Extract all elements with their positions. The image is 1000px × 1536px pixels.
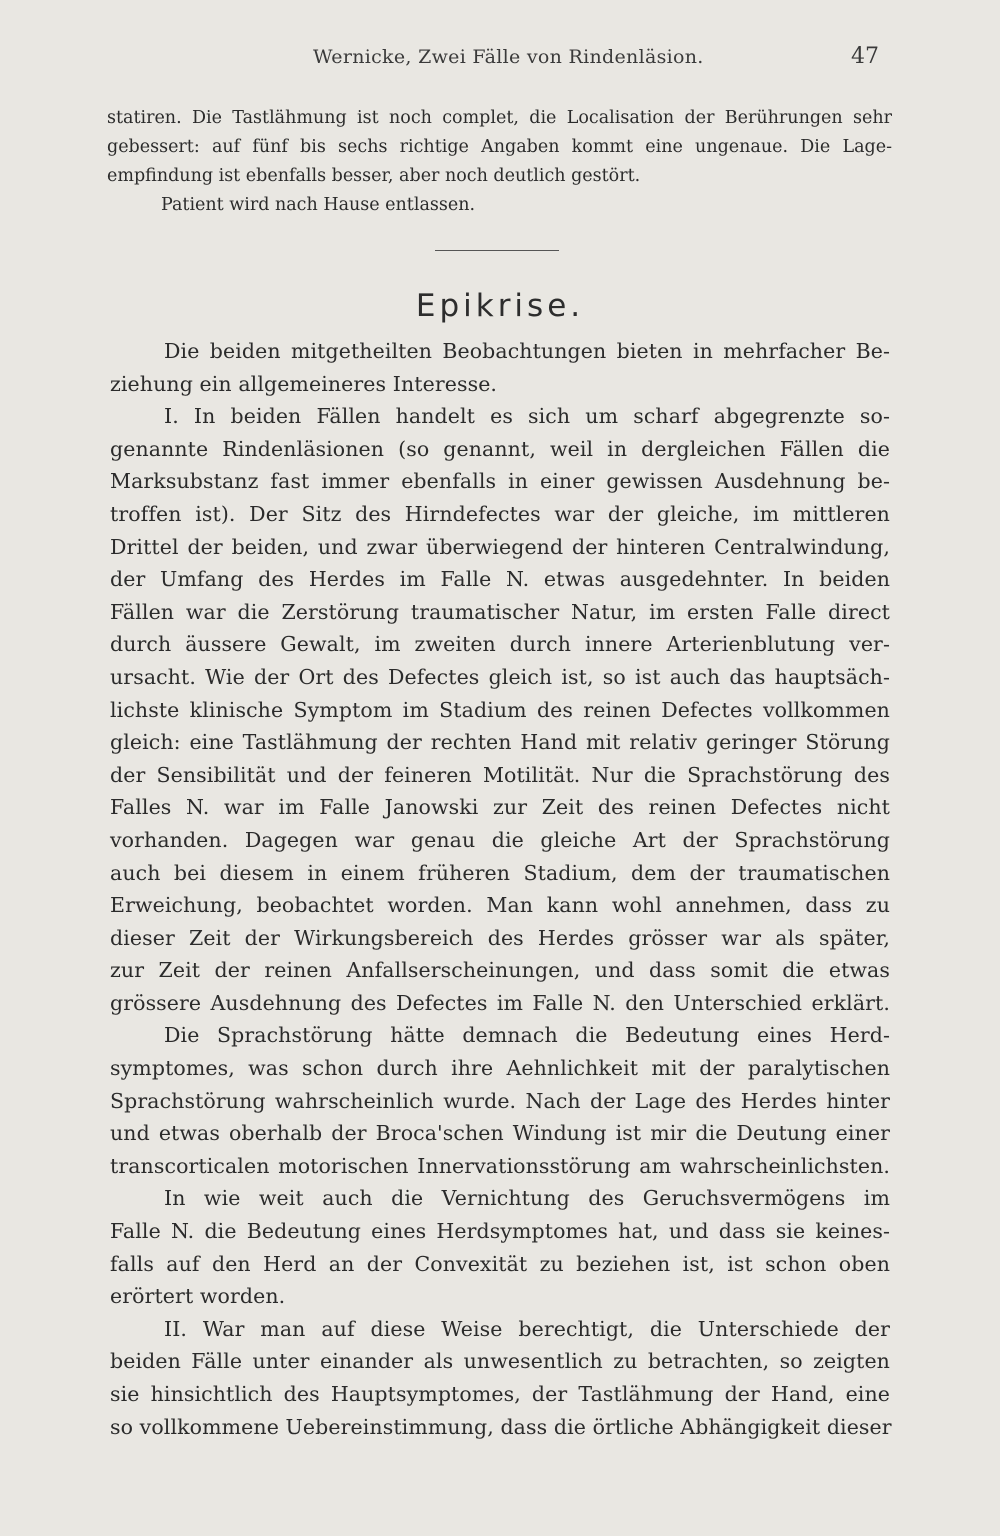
text-line: II. War man auf diese Weise berechtigt, die Unterschiede der bbox=[164, 1316, 890, 1341]
text-line: der Umfang des Herdes im Falle N. etwas ausgedehnter. In beiden bbox=[110, 567, 890, 592]
text-line: Die beiden mitgetheilten Beobachtungen bieten in mehrfacher Be- bbox=[164, 339, 890, 363]
text-line: falls auf den Herd an der Convexität zu beziehen ist, ist schon oben bbox=[110, 1251, 890, 1276]
text-line: ziehung ein allgemeineres Interesse. bbox=[110, 371, 498, 396]
text-line: troffen ist). Der Sitz des Hirndefectes war der gleiche, im mittleren bbox=[110, 501, 890, 526]
running-head bbox=[0, 46, 1000, 76]
text-line: transcorticalen motorischen Innervationsstörung am wahrscheinlichsten. bbox=[110, 1153, 890, 1178]
text-line: symptomes, was schon durch ihre Aehnlichkeit mit der paralytischen bbox=[110, 1056, 890, 1081]
case-conclusion-paragraph bbox=[107, 104, 892, 220]
text-line: der Sensibilität und der feineren Motilität. Nur die Sprachstörung des bbox=[110, 762, 890, 787]
text-line: Falle N. die Bedeutung eines Herdsymptomes hat, und dass sie keines- bbox=[110, 1219, 890, 1244]
text-line: Die Sprachstörung hätte demnach die Bedeutung eines Herd- bbox=[164, 1023, 890, 1048]
text-line: sie hinsichtlich des Hauptsymptomes, der Tastlähmung der Hand, eine bbox=[110, 1382, 890, 1406]
text-line: und etwas oberhalb der Broca'schen Windung ist mir die Deutung einer bbox=[110, 1121, 890, 1146]
running-title: Wernicke, Zwei Fälle von Rindenläsion. bbox=[313, 46, 704, 68]
text-line: I. In beiden Fällen handelt es sich um scharf abgegrenzte so- bbox=[164, 404, 890, 429]
text-line: erörtert worden. bbox=[110, 1284, 286, 1309]
page-number: 47 bbox=[851, 44, 879, 69]
section-heading: Epikrise. bbox=[415, 288, 585, 324]
text-line: lichste klinische Symptom im Stadium des reinen Defectes vollkommen bbox=[110, 697, 890, 722]
text-line: zur Zeit der reinen Anfallserscheinungen, und dass somit die etwas bbox=[110, 958, 890, 983]
text-line: gebessert: auf fünf bis sechs richtige Angaben kommt eine ungenaue. Die Lage- bbox=[107, 137, 892, 157]
text-line: statiren. Die Tastlähmung ist noch complet, die Localisation der Berührungen sehr bbox=[107, 108, 892, 128]
text-line: Fällen war die Zerstörung traumatischer Natur, im ersten Falle direct bbox=[110, 599, 890, 624]
epikrise-body bbox=[110, 335, 890, 1443]
text-line: Sprachstörung wahrscheinlich wurde. Nach der Lage des Herdes hinter bbox=[110, 1088, 890, 1113]
text-line: durch äussere Gewalt, im zweiten durch innere Arterienblutung ver- bbox=[110, 632, 890, 657]
text-line: dieser Zeit der Wirkungsbereich des Herdes grösser war als später, bbox=[110, 925, 890, 950]
text-line: so vollkommene Uebereinstimmung, dass die örtliche Abhängigkeit dieser bbox=[110, 1414, 892, 1439]
section-divider bbox=[435, 250, 559, 251]
text-line: auch bei diesem in einem früheren Stadium, dem der traumatischen bbox=[110, 860, 890, 885]
text-line: beiden Fälle unter einander als unwesentlich zu betrachten, so zeigten bbox=[110, 1349, 890, 1374]
text-line: Erweichung, beobachtet worden. Man kann wohl annehmen, dass zu bbox=[110, 893, 890, 918]
text-line: genannte Rindenläsionen (so genannt, weil in dergleichen Fällen die bbox=[110, 436, 890, 461]
text-line: Marksubstanz fast immer ebenfalls in einer gewissen Ausdehnung be- bbox=[110, 469, 890, 494]
text-line: Drittel der beiden, und zwar überwiegend der hinteren Centralwindung, bbox=[110, 534, 890, 559]
text-line: Patient wird nach Hause entlassen. bbox=[161, 195, 476, 215]
text-line: ursacht. Wie der Ort des Defectes gleich ist, so ist auch das hauptsäch- bbox=[110, 664, 890, 689]
text-line: gleich: eine Tastlähmung der rechten Hand mit relativ geringer Störung bbox=[110, 730, 890, 755]
text-line: Falles N. war im Falle Janowski zur Zeit des reinen Defectes nicht bbox=[110, 795, 890, 820]
text-line: In wie weit auch die Vernichtung des Geruchsvermögens im bbox=[164, 1186, 890, 1211]
text-line: empfindung ist ebenfalls besser, aber noch deutlich gestört. bbox=[107, 166, 641, 186]
text-line: vorhanden. Dagegen war genau die gleiche Art der Sprachstörung bbox=[110, 827, 890, 852]
text-line: grössere Ausdehnung des Defectes im Falle N. den Unterschied erklärt. bbox=[110, 990, 890, 1015]
